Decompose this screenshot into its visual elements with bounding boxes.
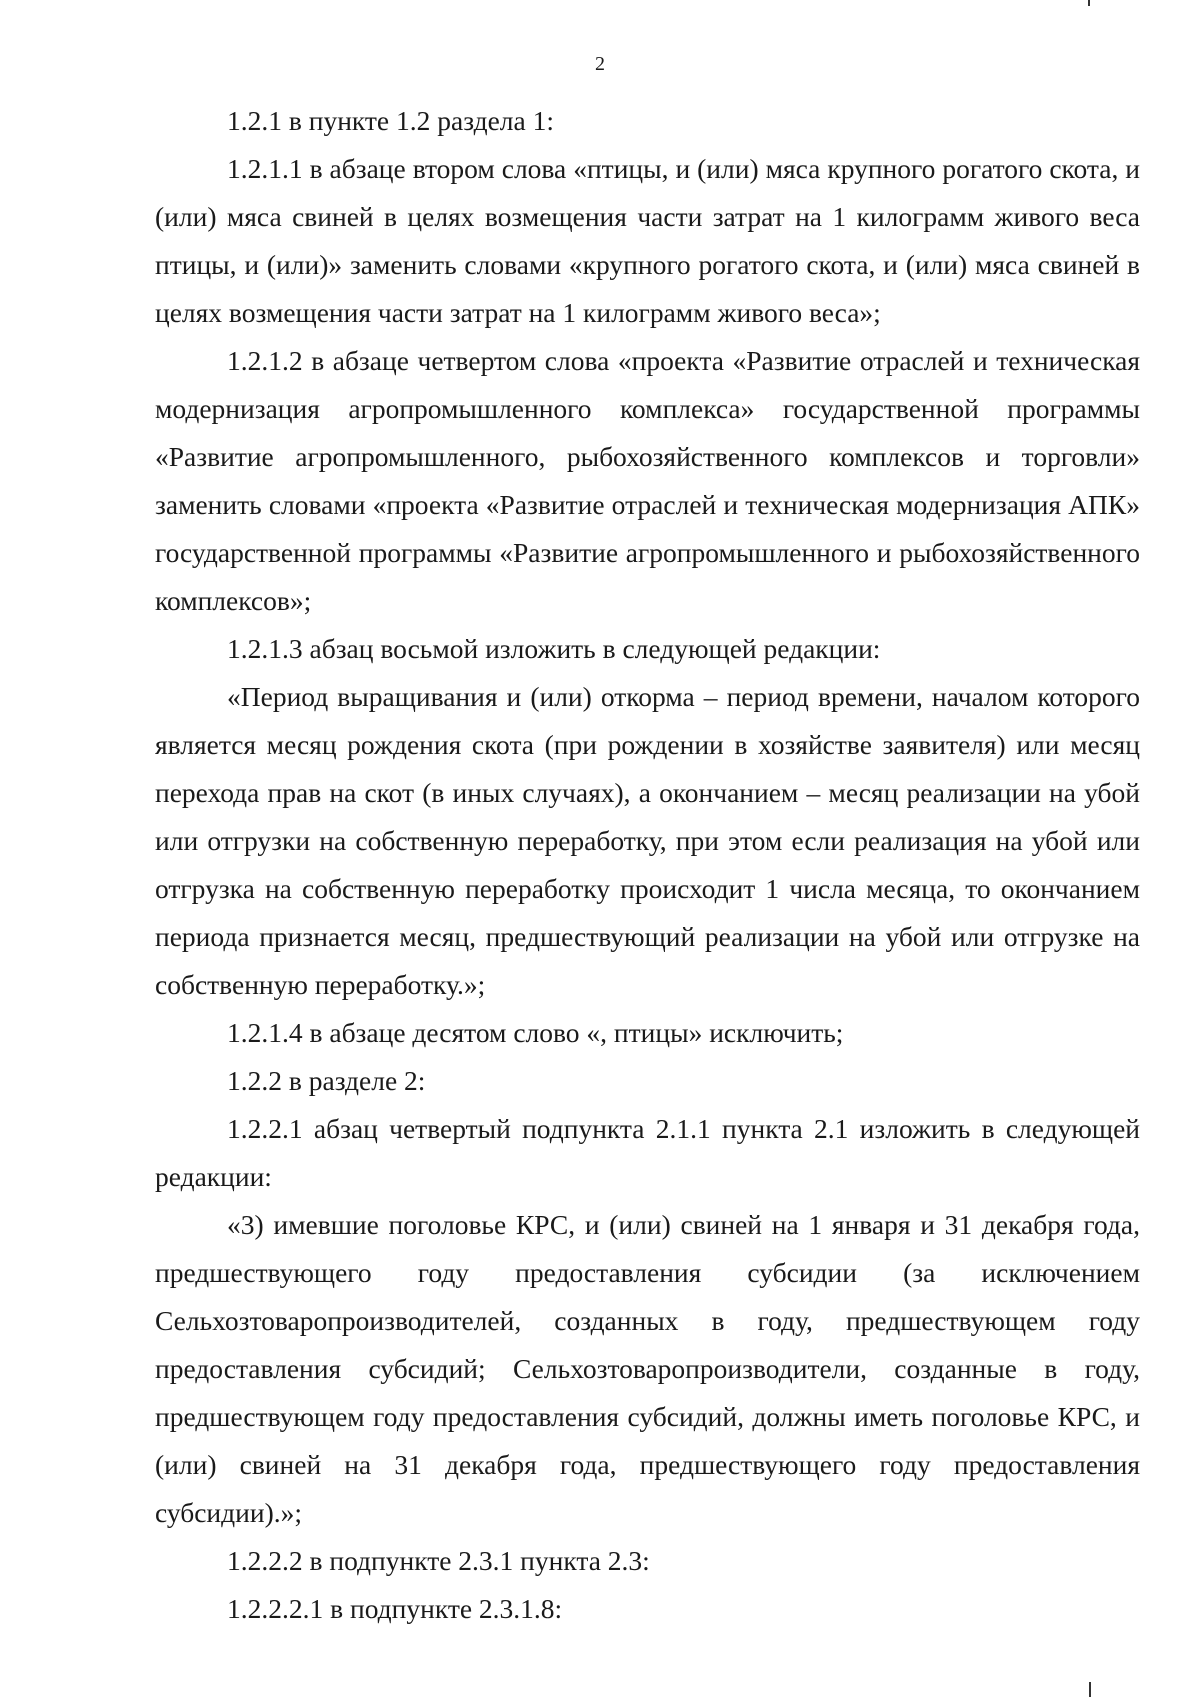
paragraph-1-2-1-2: 1.2.1.2 в абзаце четвертом слова «проекта «Развитие отраслей и техническая модернизация агропромышленного комплекса» государственной программы «Развитие агропромышленного, рыбохозяйственного комплексов и торговли» заменить словами «проекта «Развитие отраслей и техническая модернизация АПК» государственной программы «Развитие агропромышленного и рыбохозяйственного комплексов»; (155, 345, 1140, 616)
paragraph-1-2-1: 1.2.1 в пункте 1.2 раздела 1: (227, 105, 554, 136)
paragraph-1-2-2-2-1: 1.2.2.2.1 в подпункте 2.3.1.8: (227, 1593, 563, 1624)
paragraph-1-2-1-1: 1.2.1.1 в абзаце втором слова «птицы, и (или) мяса крупного рогатого скота, и (или) мяса свиней в целях возмещения части затрат на 1 килограмм живого веса птицы, и (или)» заменить словами «крупного рогатого скота, и (или) мяса свиней в целях возмещения части затрат на 1 килограмм живого веса»; (155, 153, 1140, 328)
paragraph-1-2-1-3: 1.2.1.3 абзац восьмой изложить в следующей редакции: (227, 633, 881, 664)
paragraph-1-2-2-1: 1.2.2.1 абзац четвертый подпункта 2.1.1 пункта 2.1 изложить в следующей редакции: (155, 1113, 1140, 1192)
paragraph-1-2-1-4: 1.2.1.4 в абзаце десятом слово «, птицы» исключить; (227, 1017, 844, 1048)
paragraph-1-2-2: 1.2.2 в разделе 2: (227, 1065, 426, 1096)
page-number: 2 (595, 53, 605, 75)
document-body (155, 97, 1140, 1633)
scan-mark-top (1088, 0, 1090, 6)
paragraph-quote-period: «Период выращивания и (или) откорма – период времени, началом которого является месяц рождения скота (при рождении в хозяйстве заявителя) или месяц перехода прав на скот (в иных случаях), а окончанием – месяц реализации на убой или отгрузки на собственную переработку, при этом если реализация на убой или отгрузка на собственную переработку происходит 1 числа месяца, то окончанием периода признается месяц, предшествующий реализации на убой или отгрузке на собственную переработку.»; (155, 681, 1140, 1000)
paragraph-1-2-2-2: 1.2.2.2 в подпункте 2.3.1 пункта 2.3: (227, 1545, 650, 1576)
scan-mark-bottom (1089, 1682, 1091, 1697)
paragraph-quote-3: «3) имевшие поголовье КРС, и (или) свиней на 1 января и 31 декабря года, предшествующего году предоставления субсидии (за исключением Сельхозтоваропроизводителей, созданных в году, предшествующем году предоставления субсидий; Сельхозтоваропроизводители, созданные в году, предшествующем году предоставления субсидий, должны иметь поголовье КРС, и (или) свиней на 31 декабря года, предшествующего году предоставления субсидии).»; (155, 1209, 1140, 1528)
